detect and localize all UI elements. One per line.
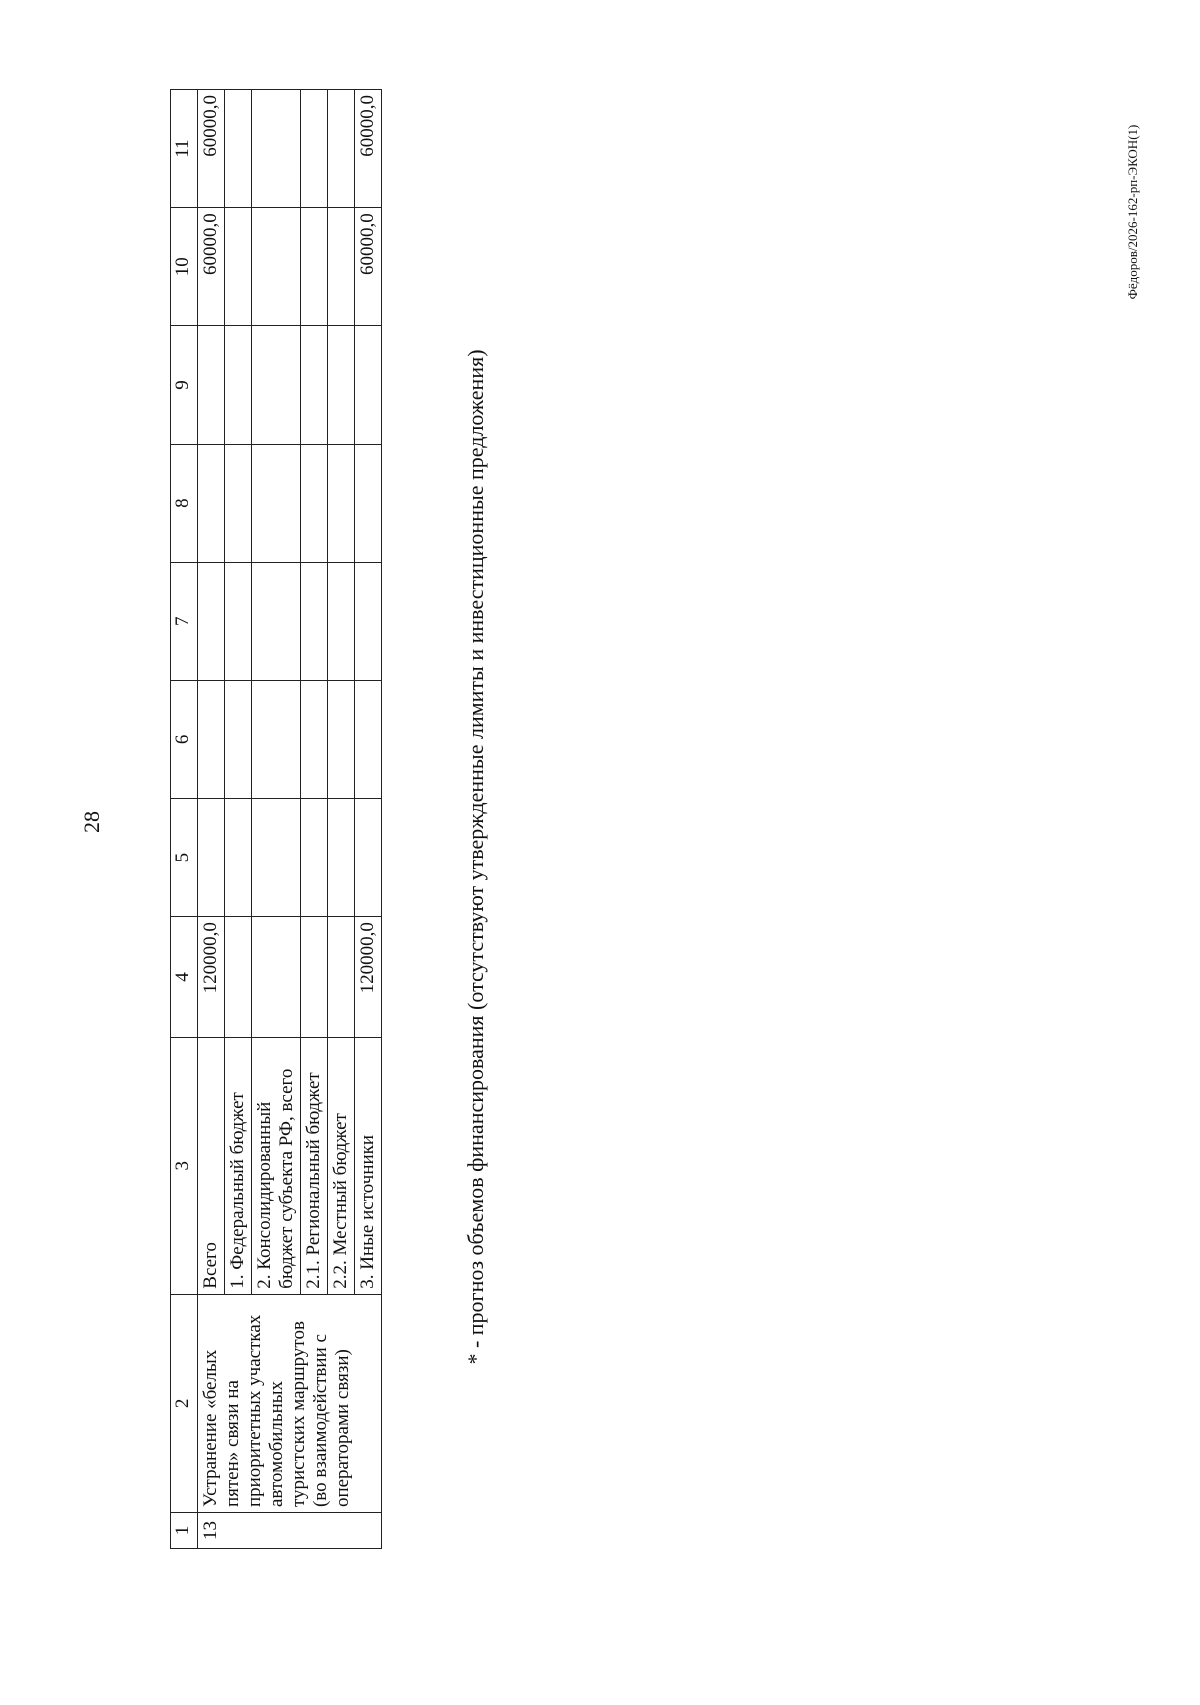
column-header: 11 — [171, 90, 198, 208]
funding-source: 2. Консолидированный бюджет субъекта РФ, всего — [252, 1037, 301, 1294]
table-cell — [225, 208, 252, 326]
column-header: 4 — [171, 917, 198, 1038]
table-cell — [355, 798, 382, 916]
column-header: 10 — [171, 208, 198, 326]
table-cell — [301, 444, 328, 562]
footnote-text: * - прогноз объемов финансирования (отсутствуют утвержденные лимиты и инвестиционные предложения) — [463, 349, 488, 1365]
table-cell — [328, 562, 355, 680]
table-cell — [301, 917, 328, 1038]
page-number-text: 28 — [79, 811, 104, 833]
table-cell — [301, 208, 328, 326]
funding-source: 2.2. Местный бюджет — [328, 1037, 355, 1294]
table-cell — [252, 326, 301, 444]
table-cell — [328, 90, 355, 208]
financing-table-container — [170, 89, 445, 1549]
table-cell: 60000,0 — [198, 90, 225, 208]
table-cell — [252, 562, 301, 680]
table-cell — [198, 562, 225, 680]
table-header-row — [171, 90, 198, 1549]
column-header: 2 — [171, 1294, 198, 1512]
column-header: 3 — [171, 1037, 198, 1294]
table-cell — [328, 798, 355, 916]
table-cell — [225, 562, 252, 680]
table-cell — [355, 562, 382, 680]
column-header: 1 — [171, 1513, 198, 1549]
funding-source: 3. Иные источники — [355, 1037, 382, 1294]
column-header: 8 — [171, 444, 198, 562]
table-cell — [198, 326, 225, 444]
funding-source: 1. Федеральный бюджет — [225, 1037, 252, 1294]
column-header: 5 — [171, 798, 198, 916]
row-number: 13 — [198, 1513, 382, 1549]
table-cell — [328, 917, 355, 1038]
table-cell — [198, 680, 225, 798]
document-code-text: Фёдоров/2026-162-рп-ЭКОН(1) — [1125, 124, 1140, 300]
table-cell — [355, 326, 382, 444]
table-cell — [252, 680, 301, 798]
table-cell — [225, 90, 252, 208]
column-header: 6 — [171, 680, 198, 798]
table-cell — [301, 680, 328, 798]
table-cell — [225, 326, 252, 444]
table-cell — [225, 917, 252, 1038]
funding-source: 2.1. Региональный бюджет — [301, 1037, 328, 1294]
table-cell — [301, 326, 328, 444]
table-cell — [198, 798, 225, 916]
table-row — [198, 90, 225, 1549]
table-cell — [301, 90, 328, 208]
table-cell — [225, 680, 252, 798]
table-cell — [252, 798, 301, 916]
table-cell — [328, 680, 355, 798]
column-header: 7 — [171, 562, 198, 680]
table-cell — [252, 444, 301, 562]
table-cell — [225, 798, 252, 916]
table-cell: 120000,0 — [355, 917, 382, 1038]
table-cell — [301, 798, 328, 916]
table-cell — [252, 917, 301, 1038]
table-cell — [328, 326, 355, 444]
measure-name: Устранение «белых пятен» связи на приоритетных участках автомобильных туристских маршрутов (во взаимодействии с операторами связи) — [198, 1294, 382, 1512]
column-header: 9 — [171, 326, 198, 444]
table-cell — [355, 444, 382, 562]
table-cell — [252, 90, 301, 208]
table-cell — [328, 444, 355, 562]
table-cell — [198, 444, 225, 562]
table-cell — [328, 208, 355, 326]
table-cell: 60000,0 — [355, 208, 382, 326]
table-cell — [301, 562, 328, 680]
table-cell: 120000,0 — [198, 917, 225, 1038]
table-cell — [355, 680, 382, 798]
financing-table — [170, 89, 382, 1549]
table-cell: 60000,0 — [355, 90, 382, 208]
table-cell — [225, 444, 252, 562]
table-cell — [252, 208, 301, 326]
table-cell: 60000,0 — [198, 208, 225, 326]
funding-source: Всего — [198, 1037, 225, 1294]
